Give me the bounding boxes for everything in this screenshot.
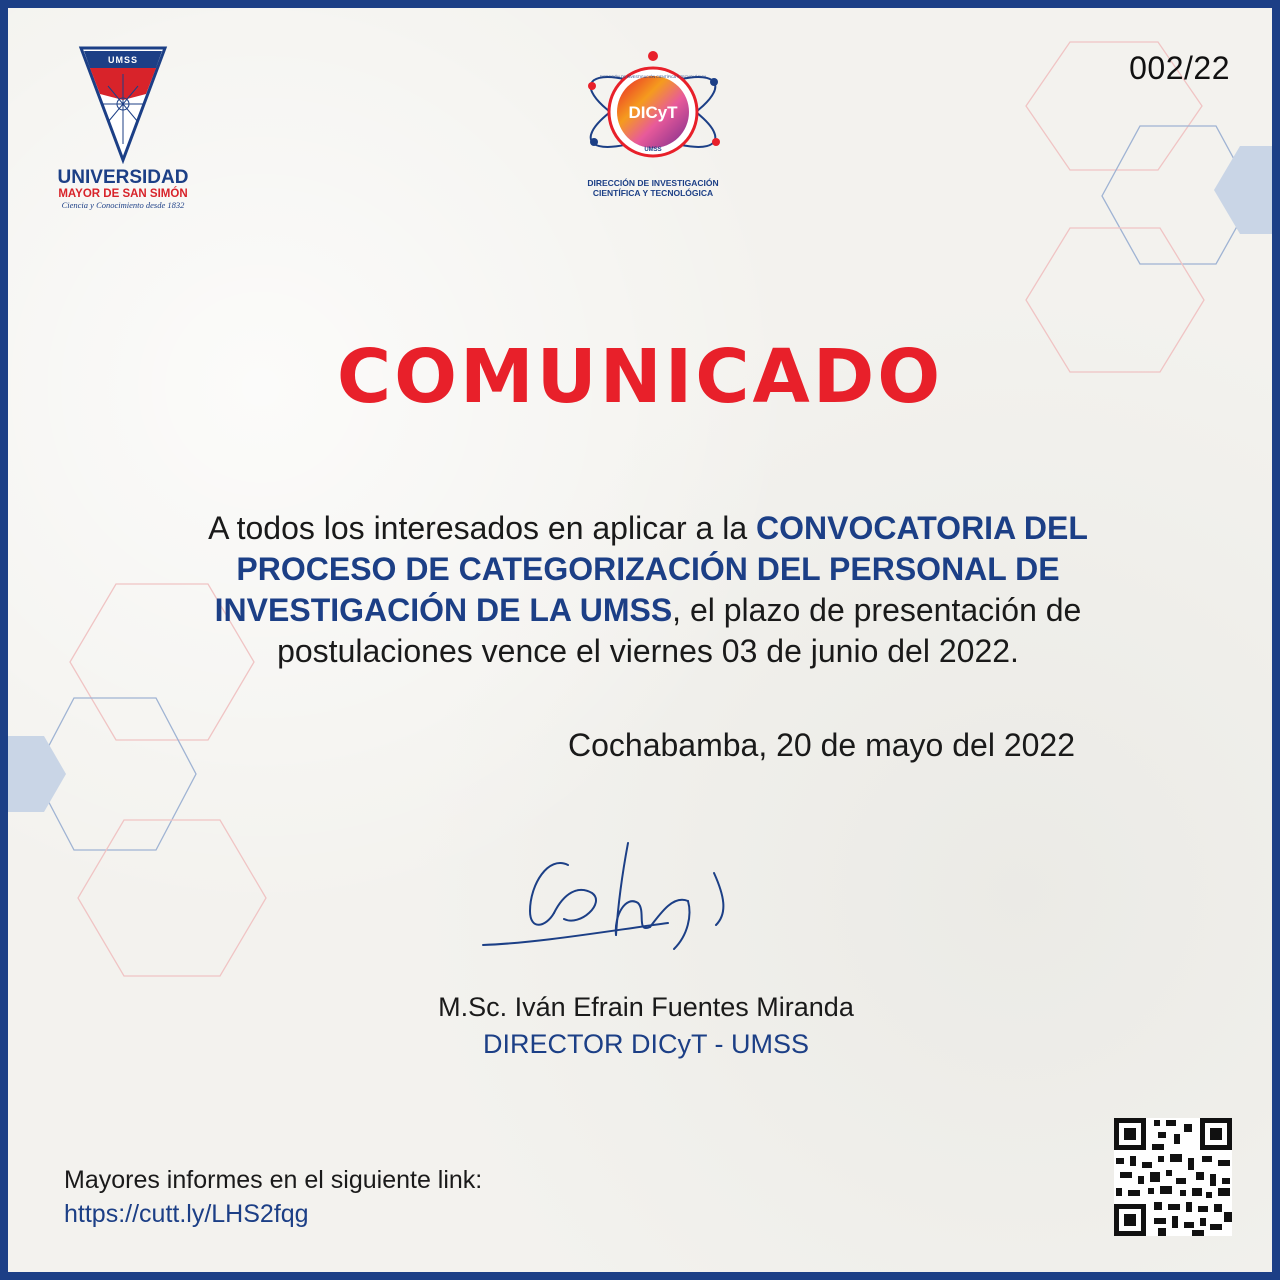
university-name: UNIVERSIDAD	[57, 167, 189, 188]
dicyt-logo	[568, 46, 738, 226]
more-info-label: Mayores informes en el siguiente link:	[64, 1166, 483, 1194]
university-motto: Ciencia y Conocimiento desde 1832	[61, 200, 185, 210]
signer-name: M.Sc. Iván Efrain Fuentes Miranda	[438, 992, 854, 1022]
dicyt-caption: DIRECCIÓN DE INVESTIGACIÓN CIENTÍFICA Y TECNOLÓGICA	[587, 178, 719, 198]
dicyt-ring-text: DIRECCIÓN DE INVESTIGACIÓN CIENTÍFICA Y TECNOLÓGICA	[599, 75, 707, 79]
umss-badge-text: UMSS	[107, 55, 139, 65]
body-intro: A todos los interesados en aplicar a la	[208, 510, 757, 546]
document-number: 002/22	[1129, 50, 1230, 86]
dicyt-ring-bottom: UMSS	[644, 147, 662, 153]
atom-emblem-icon	[578, 46, 728, 176]
page-title: COMUNICADO	[336, 334, 944, 420]
place-date: Cochabamba, 20 de mayo del 2022	[568, 727, 1076, 763]
qr-code-icon	[1114, 1118, 1232, 1236]
info-link[interactable]: https://cutt.ly/LHS2fqg	[64, 1200, 309, 1228]
signature-icon	[468, 823, 768, 963]
dicyt-emblem-text: DICyT	[628, 103, 678, 122]
announcement-body	[158, 508, 1138, 672]
university-subname: MAYOR DE SAN SIMÓN	[58, 188, 188, 200]
umss-shield-icon	[78, 44, 168, 164]
signer-role: DIRECTOR DICyT - UMSS	[482, 1029, 810, 1059]
body-highlight: CONVOCATORIA DEL PROCESO DE CATEGORIZACIÓN DEL PERSONAL DE INVESTIGACIÓN DE LA UMSS	[214, 510, 1088, 628]
umss-logo	[48, 44, 198, 234]
body-rest: , el plazo de presentación de postulaciones vence el viernes 03 de junio del 2022.	[277, 592, 1082, 669]
